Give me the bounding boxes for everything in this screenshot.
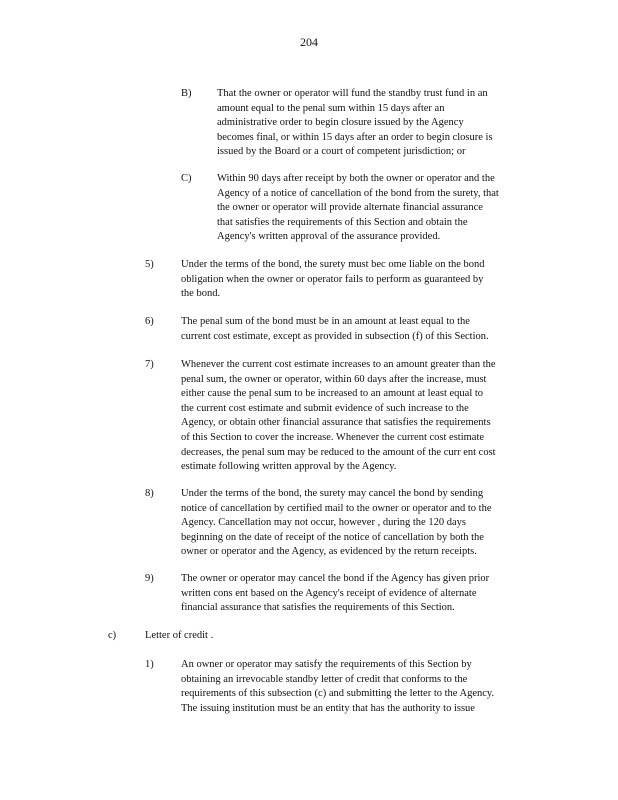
text-line: obtaining an irrevocable standby letter of credit that conforms to the bbox=[181, 673, 468, 685]
item-text bbox=[181, 315, 551, 344]
text-line: decreases, the penal sum may be reduced to the amount of the curr ent cost bbox=[181, 446, 496, 458]
item-text bbox=[181, 658, 551, 716]
item-label: 6) bbox=[145, 316, 154, 327]
page-number: 204 bbox=[300, 35, 318, 49]
text-line: issued by the Board or a court of competent jurisdiction; or bbox=[217, 146, 466, 158]
text-line: of this Section to cover the increase. Whenever the current cost estimate bbox=[181, 431, 485, 443]
text-line: financial assurance that satisfies the requirements of this Section. bbox=[181, 602, 455, 614]
text-line: Agency's written approval of the assurance provided. bbox=[217, 231, 441, 243]
item-label: 5) bbox=[145, 259, 154, 270]
text-line: Agency of a notice of cancellation of the bond from the surety, that bbox=[217, 187, 499, 199]
text-line: current cost estimate, except as provided in subsection (f) of this Section. bbox=[181, 330, 489, 342]
item-text bbox=[181, 572, 551, 616]
text-line: penal sum, the owner or operator, within 60 days after the increase, must bbox=[181, 373, 487, 385]
text-line: becomes final, or within 15 days after an order to begin closure is bbox=[217, 131, 493, 143]
text-line: Agency, or obtain other financial assurance that satisfies the requirements bbox=[181, 417, 491, 429]
item-label: C) bbox=[181, 173, 192, 184]
text-line: requirements of this subsection (c) and submitting the letter to the Agency. bbox=[181, 688, 495, 700]
text-line: Within 90 days after receipt by both the owner or operator and the bbox=[217, 173, 495, 184]
text-line: Under the terms of the bond, the surety may cancel the bond by sending bbox=[181, 488, 484, 499]
text-line: Letter of credit . bbox=[145, 630, 214, 641]
text-line: An owner or operator may satisfy the requirements of this Section by bbox=[181, 659, 472, 670]
text-line: administrative order to begin closure issued by the Agency bbox=[217, 117, 464, 129]
text-line: the current cost estimate and submit evidence of such increase to the bbox=[181, 402, 469, 414]
text-line: Whenever the current cost estimate increases to an amount greater than the bbox=[181, 359, 496, 370]
text-line: The owner or operator may cancel the bond if the Agency has given prior bbox=[181, 573, 490, 584]
item-label: 7) bbox=[145, 359, 154, 370]
item-label: 9) bbox=[145, 573, 154, 584]
item-text bbox=[217, 87, 547, 160]
item-text bbox=[181, 487, 551, 560]
item-label: c) bbox=[108, 630, 117, 641]
item-label: 1) bbox=[145, 659, 154, 670]
text-line: estimate following written approval by the Agency. bbox=[181, 461, 397, 473]
text-line: beginning on the date of receipt of the notice of cancellation by both the bbox=[181, 531, 484, 543]
text-line: either cause the penal sum to be increased to an amount at least equal to bbox=[181, 388, 484, 400]
item-text bbox=[181, 258, 551, 302]
text-line: Agency. Cancellation may not occur, however , during the 120 days bbox=[181, 517, 466, 529]
text-line: That the owner or operator will fund the standby trust fund in an bbox=[217, 88, 488, 99]
item-text bbox=[181, 358, 551, 475]
text-line: notice of cancellation by certified mail to the owner or operator and to the bbox=[181, 502, 492, 514]
text-line: Under the terms of the bond, the surety must bec ome liable on the bond bbox=[181, 259, 485, 270]
text-line: The penal sum of the bond must be in an amount at least equal to the bbox=[181, 316, 470, 327]
item-label: 8) bbox=[145, 488, 154, 499]
item-text bbox=[217, 172, 547, 245]
text-line: amount equal to the penal sum within 15 days after an bbox=[217, 102, 445, 114]
text-line: The issuing institution must be an entity that has the authority to issue bbox=[181, 702, 475, 714]
text-line: owner or operator and the Agency, as evidenced by the return receipts. bbox=[181, 546, 477, 558]
item-text bbox=[145, 629, 445, 644]
text-line: obligation when the owner or operator fails to perform as guaranteed by bbox=[181, 273, 484, 285]
text-line: the bond. bbox=[181, 288, 221, 300]
text-line: the owner or operator will provide alternate financial assurance bbox=[217, 202, 483, 214]
item-label: B) bbox=[181, 88, 192, 99]
text-line: written cons ent based on the Agency's receipt of evidence of alternate bbox=[181, 587, 477, 599]
text-line: that satisfies the requirements of this Section and obtain the bbox=[217, 216, 468, 228]
